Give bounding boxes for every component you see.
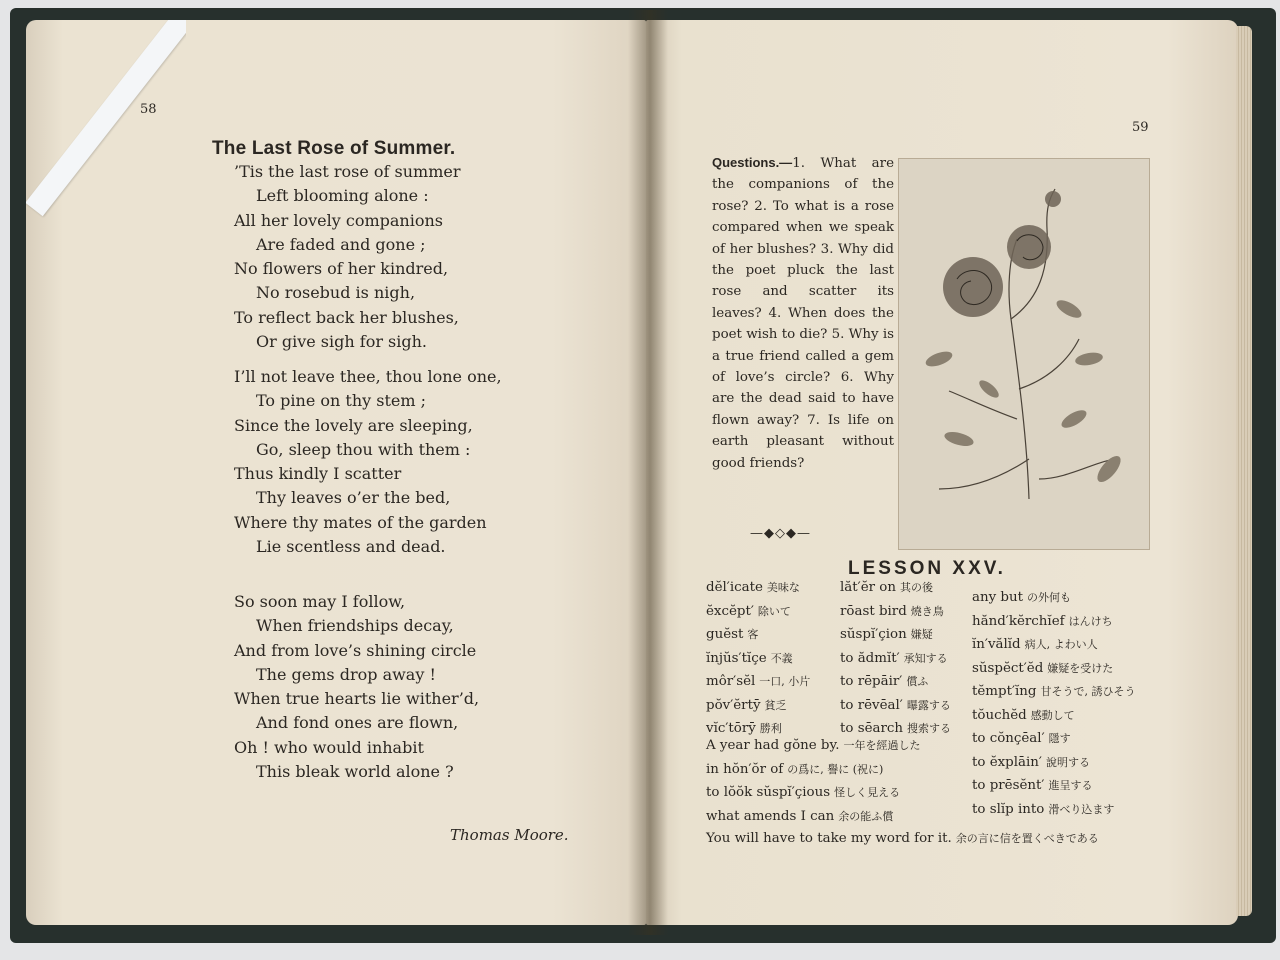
page-edges <box>1236 26 1252 916</box>
poem-line: Lie scentless and dead. <box>256 537 446 557</box>
vocab-entry: to ădmĭt′ 承知する <box>840 650 948 666</box>
poem-line: And from love’s shining circle <box>234 640 477 660</box>
poem-line: When friendships decay, <box>256 616 454 636</box>
vocab-entry: ĕxcĕpt′ 除いて <box>706 603 791 619</box>
vocab-entry: vĭc′tōrȳ 勝利 <box>706 721 782 736</box>
vocab-entry: tĕmpt′ĭng 甘そうで, 誘ひそう <box>972 684 1136 699</box>
vocab-column-3 <box>972 586 1135 821</box>
vocab-entry: môr′sĕl 一口, 小片 <box>706 674 811 689</box>
phrase-entry: to lŏŏk sŭspĭ′çious 怪しく見える <box>706 785 901 800</box>
poem-line: No rosebud is nigh, <box>256 283 416 303</box>
poem-line: Where thy mates of the garden <box>234 512 487 532</box>
poem-line: To pine on thy stem ; <box>256 391 427 411</box>
poem-line: And fond ones are flown, <box>256 713 459 733</box>
poem-line: Or give sigh for sigh. <box>256 332 428 352</box>
poem-author: Thomas Moore. <box>450 826 569 844</box>
poem-line: So soon may I follow, <box>234 592 406 611</box>
vocab-entry: pŏv′ĕrtȳ 貧乏 <box>706 697 787 713</box>
poem-line: Since the lovely are sleeping, <box>234 415 473 435</box>
vocab-entry: to rēvēal′ 曝露する <box>840 697 951 713</box>
poem-line: No flowers of her kindred, <box>234 259 449 279</box>
stanza-1 <box>234 160 461 354</box>
poem-line: Thy leaves o’er the bed, <box>256 488 451 508</box>
ornament-divider: —◆◇◆— <box>750 526 811 541</box>
vocab-column-2 <box>840 576 951 741</box>
left-page <box>26 20 646 925</box>
poem-line: Oh ! who would inhabit <box>234 737 424 757</box>
vocab-entry: lăt′ĕr on 其の後 <box>840 580 933 595</box>
vocab-entry: to cŏnçēal′ 隱す <box>972 731 1071 746</box>
vocab-entry: to sēarch 搜索する <box>840 721 952 736</box>
vocab-entry: any but の外何も <box>972 590 1072 605</box>
phrase-entry: in hŏn′ŏr of の爲に, 譽に (祝に) <box>706 761 884 777</box>
rose-illustration <box>898 158 1150 550</box>
questions-block <box>712 152 894 474</box>
phrase-entry: what amends I can 余の能ふ償 <box>706 808 894 824</box>
page-number: 58 <box>140 102 157 117</box>
right-page <box>646 20 1238 925</box>
phrase-entry: A year had gŏne by. 一年を經過した <box>706 738 921 753</box>
poem-title: The Last Rose of Summer. <box>212 138 456 159</box>
vocab-entry: sŭspĕct′ĕd 嫌疑を受けた <box>972 660 1114 676</box>
vocab-entry: guĕst 客 <box>706 627 759 642</box>
phrase-list <box>706 734 921 828</box>
poem-line: Thus kindly I scatter <box>234 464 402 484</box>
vocab-entry: dĕl′icate 美味な <box>706 580 800 595</box>
vocab-column-1 <box>706 576 810 741</box>
vocab-entry: hănd′kĕrchĭef はんけち <box>972 613 1113 629</box>
example-sentence: You will have to take my word for it. 余の言に信を置くべきである <box>706 831 1099 846</box>
vocab-entry: to ĕxplāin′ 說明する <box>972 754 1090 770</box>
vocab-entry: rōast bird 燒き鳥 <box>840 603 944 619</box>
poem-line: This bleak world alone ? <box>256 762 454 782</box>
poem-line: When true hearts lie wither’d, <box>234 689 480 709</box>
questions-heading: Questions.— <box>712 155 793 170</box>
bookmark-ribbon <box>26 20 186 240</box>
poem-line: All her lovely companions <box>234 210 443 230</box>
poem-line: I’ll not leave thee, thou lone one, <box>234 367 502 386</box>
poem-line: Go, sleep thou with them : <box>256 439 471 459</box>
poem-line: ’Tis the last rose of summer <box>234 162 461 181</box>
questions-text: 1. What are the companions of the rose? 2. To what is a rose compared when we speak of her blushes? 3. Why did the poet pluck the last rose and scatter its leaves? 4. When does the poet wish to die? 5. Why is a true friend called a gem of love’s circle? 6. Why are the dead said to have flown away? 7. Is life on earth pleasant without good friends? <box>712 156 895 471</box>
page-number: 59 <box>1132 120 1149 135</box>
poem-line: To reflect back her blushes, <box>234 307 459 327</box>
vocab-entry: to prēsĕnt′ 進呈する <box>972 778 1093 793</box>
vocab-entry: ĭnjŭs′tĭçe 不義 <box>706 650 793 666</box>
vocab-entry: ĭn′vălĭd 病人, よわい人 <box>972 637 1098 652</box>
vocab-entry: tŏuchĕd 感動して <box>972 707 1075 723</box>
poem-line: The gems drop away ! <box>256 664 436 684</box>
poem-line: Are faded and gone ; <box>256 234 426 254</box>
rose-engraving-icon <box>899 159 1149 549</box>
vocab-entry: to rēpāir′ 償ふ <box>840 674 929 689</box>
stanza-2 <box>234 365 502 559</box>
lesson-title: LESSON XXV. <box>848 558 1006 579</box>
vocab-entry: sŭspĭ′çion 嫌疑 <box>840 627 933 642</box>
stanza-3 <box>234 590 479 784</box>
vocab-entry: to slĭp into 滑べり込ます <box>972 801 1115 817</box>
poem-line: Left blooming alone : <box>256 186 429 206</box>
